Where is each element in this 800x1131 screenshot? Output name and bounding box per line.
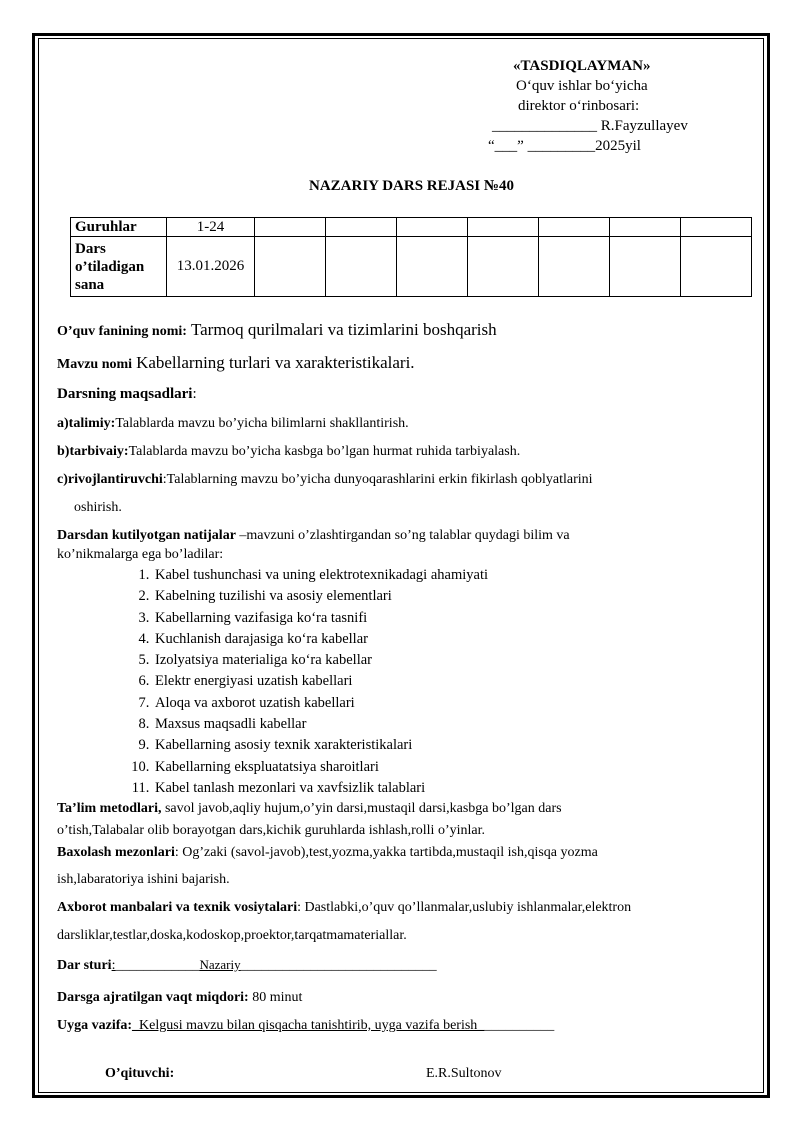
assessment-text: : Og’zaki (savol-javob),test,yozma,yakka tartibda,mustaqil ish,qisqa yozma [174,845,598,860]
table-empty-cell [681,237,752,297]
resources-line1 [57,900,631,916]
table-row [71,237,752,297]
homework-value: _Kelgusi mavzu bilan qisqacha tanishtirib, uyga vazifa berish_ [132,1018,485,1033]
approval-line1: O‘quv ishlar bo‘yicha [516,78,648,94]
goal-b-text: Talablarda mavzu bo’yicha kasbga bo’lgan hurmat ruhida tarbiyalash. [128,444,521,459]
table-empty-cell [681,218,752,237]
lesson-type-post: ____________________________ [240,958,437,973]
table-empty-cell [539,237,610,297]
table-label-groups: Guruhlar [71,218,167,237]
methods-text: savol javob,aqliy hujum,o’yin darsi,mustaqil darsi,kasbga bo’lgan dars [161,801,562,816]
expected-results-text: –mavzuni o’zlashtirgandan so’ng talablar quydagi bilim va [235,528,570,543]
homework-line [57,1018,554,1034]
approval-title: «TASDIQLAYMAN» [513,58,651,74]
methods-label: Ta’lim metodlari, [57,801,162,816]
subject-label: O’quv fanining nomi: [57,324,187,339]
lesson-type-colon: : [111,958,116,973]
goal-a [57,416,409,432]
list-item: 7. Aloqa va axborot uzatish kabellari [153,693,488,714]
document-title: NAZARIY DARS REJASI №40 [309,178,514,194]
table-label-date [71,237,167,297]
goals-label: Darsning maqsadlari [57,386,193,402]
expected-results-line1 [57,528,570,544]
list-item: 8. Maxsus maqsadli kabellar [153,714,488,735]
table-empty-cell [539,218,610,237]
resources-label: Axborot manbalari va texnik vosiytalari [57,900,298,915]
goal-c-continued: oshirish. [74,500,122,515]
subject-value: Tarmoq qurilmalari va tizimlarini boshqarish [190,320,497,339]
table-row [71,218,752,237]
goal-c-text: :Talablarning mavzu bo’yicha dunyoqarashlarini erkin fikirlash qoblyatlarini [162,472,593,487]
topic-label: Mavzu nomi [57,357,133,372]
list-item: 1. Kabel tushunchasi va uning elektrotexnikadagi ahamiyati [153,565,488,586]
methods-line1 [57,801,562,817]
approval-line2: direktor o‘rinbosari: [518,98,640,114]
homework-tail: __________ [484,1018,555,1033]
lesson-type-pre: ____________ [115,958,200,973]
resources-line2: darsliklar,testlar,doska,kodoskop,proektor,tarqatmamateriallar. [57,928,407,943]
assessment-line1 [57,845,598,861]
expected-results-line2: ko’nikmalarga ega bo’ladilar: [57,547,224,562]
duration-value: 80 minut [248,990,303,1005]
table-empty-cell [610,218,681,237]
topic-line [57,353,415,373]
table-empty-cell [255,218,326,237]
goal-a-label: a)talimiy: [57,416,116,431]
table-label-date-line: Dars [75,240,106,257]
teacher-name: E.R.Sultonov [426,1066,502,1081]
list-item: 6. Elektr energiyasi uzatish kabellari [153,671,488,692]
expected-results-label: Darsdan kutilyotgan natijalar [57,528,236,543]
approval-date: “___” _________2025yil [488,138,641,154]
list-item: 2. Kabelning tuzilishi va asosiy elementlari [153,586,488,607]
goals-heading [57,386,197,403]
subject-line [57,320,497,340]
goal-b [57,444,520,460]
table-empty-cell [397,237,468,297]
table-empty-cell [255,237,326,297]
table-empty-cell [326,218,397,237]
methods-line2: o’tish,Talabalar olib borayotgan dars,kichik guruhlarda ishlash,rolli o’yinlar. [57,823,485,838]
lesson-type-line [57,957,437,974]
goals-colon: : [192,386,197,402]
lesson-type-value: Nazariy [199,957,241,972]
goal-c [57,472,593,488]
list-item: 11. Kabel tanlash mezonlari va xavfsizlik talablari [153,778,488,799]
list-item: 5. Izolyatsiya materialiga ko‘ra kabellar [153,650,488,671]
table-empty-cell [397,218,468,237]
expected-results-list [115,565,488,799]
assessment-line2: ish,labaratoriya ishini bajarish. [57,872,230,887]
goal-c-label: c)rivojlantiruvchi [57,472,163,487]
table-value-date: 13.01.2026 [167,237,255,297]
topic-value: Kabellarning turlari va xarakteristikalari. [136,353,415,372]
table-value-groups: 1-24 [167,218,255,237]
list-item: 9. Kabellarning asosiy texnik xarakteristikalari [153,735,488,756]
table-empty-cell [610,237,681,297]
goal-a-text: Talablarda mavzu bo’yicha bilimlarni shakllantirish. [115,416,409,431]
list-item: 10. Kabellarning ekspluatatsiya sharoitlari [153,757,488,778]
resources-text: : Dastlabki,o’quv qo’llanmalar,uslubiy ishlanmalar,elektron [297,900,632,915]
duration-line [57,990,302,1006]
homework-label: Uyga vazifa: [57,1018,133,1033]
list-item: 3. Kabellarning vazifasiga ko‘ra tasnifi [153,608,488,629]
table-empty-cell [468,218,539,237]
duration-label: Darsga ajratilgan vaqt miqdori: [57,990,249,1005]
table-empty-cell [468,237,539,297]
list-item: 4. Kuchlanish darajasiga ko‘ra kabellar [153,629,488,650]
teacher-label: O’qituvchi: [105,1066,175,1081]
assessment-label: Baxolash mezonlari [57,845,175,860]
approval-signature: ______________ R.Fayzullayev [492,118,688,134]
group-table [70,217,752,297]
lesson-type-label: Dar sturi [57,958,112,973]
table-label-date-line: sana [75,276,105,293]
table-empty-cell [326,237,397,297]
goal-b-label: b)tarbivaiy: [57,444,129,459]
table-label-date-line: o’tiladigan [75,258,145,275]
